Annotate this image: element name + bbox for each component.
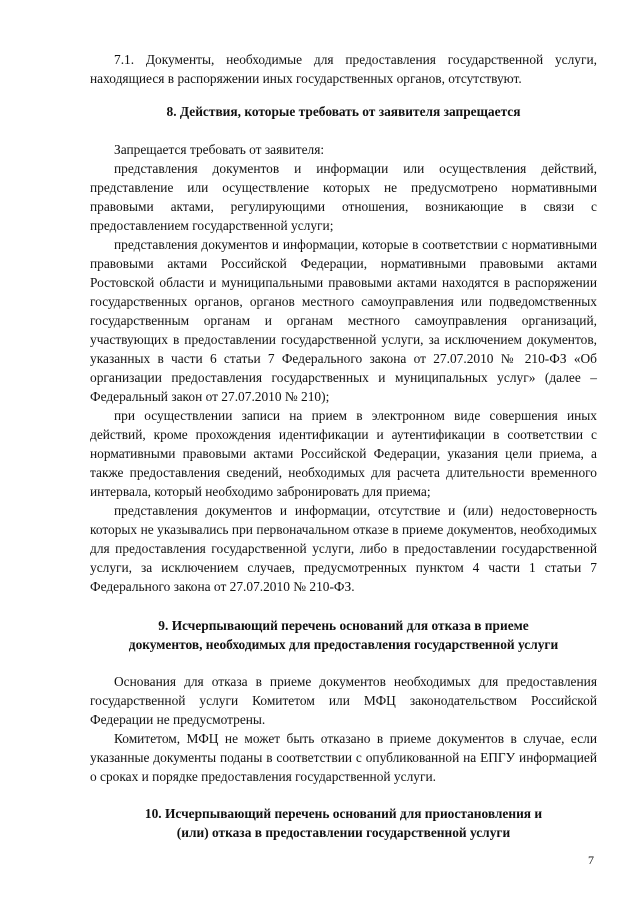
section-9-heading-line-2: документов, необходимых для предоставления государственной услуги (128, 637, 559, 652)
section-10-heading (90, 804, 597, 842)
page-number: 7 (588, 853, 594, 867)
section-10-heading-line-2: (или) отказа в предоставлении государственной услуги (176, 825, 511, 840)
section-8-paragraph-3: при осуществлении записи на прием в электронном виде совершения иных действий, кроме прохождения идентификации и аутентификации в соответствии с нормативными правовыми актами Российской Федерации, указания цели приема, а также предоставления сведений, необходимых для расчета длительности временного интервала, который необходимо забронировать для приема; (90, 408, 597, 499)
section-10-heading-line-1: 10. Исчерпывающий перечень оснований для приостановления и (144, 806, 543, 821)
section-9-heading-line-1: 9. Исчерпывающий перечень оснований для отказа в приеме (158, 618, 529, 633)
section-8-paragraph-1: представления документов и информации или осуществления действий, представление или осуществление которых не предусмотрено нормативными правовыми актами, регулирующими отношения, возникающие в связи с предоставлением государственной услуги; (90, 161, 597, 233)
section-9-heading (90, 616, 597, 654)
section-9-paragraph-1: Основания для отказа в приеме документов необходимых для предоставления государственной услуги Комитетом или МФЦ законодательством Российской Федерации не предусмотрены. (90, 674, 597, 727)
document-page (90, 50, 597, 842)
section-8-paragraph-2: представления документов и информации, которые в соответствии с нормативными правовыми актами Российской Федерации, нормативными правовыми актами Ростовской области и муниципальными правовыми актами находятся в распоряжении государственных органов, органов местного самоуправления или подведомственных государственным органам и органам местного самоуправления организаций, участвующих в предоставлении государственной услуги, за исключением документов, указанных в части 6 статьи 7 Федерального закона от 27.07.2010 № 210-ФЗ «Об организации предоставления государственных и муниципальных услуг» (далее – Федеральный закон от 27.07.2010 № 210); (90, 237, 597, 404)
section-9-paragraph-2: Комитетом, МФЦ не может быть отказано в приеме документов в случае, если указанные документы поданы в соответствии с опубликованной на ЕПГУ информацией о сроках и порядке предоставления государственной услуги. (90, 731, 597, 784)
section-7-1-paragraph: 7.1. Документы, необходимые для предоставления государственной услуги, находящиеся в распоряжении иных государственных органов, отсутствуют. (90, 52, 597, 86)
section-8-heading: 8. Действия, которые требовать от заявителя запрещается (166, 104, 521, 119)
section-8-paragraph-4: представления документов и информации, отсутствие и (или) недостоверность которых не указывались при первоначальном отказе в приеме документов, необходимых для предоставления государственной услуги, либо в предоставлении государственной услуги, за исключением случаев, предусмотренных пунктом 4 части 1 статьи 7 Федерального закона от 27.07.2010 № 210-ФЗ. (90, 503, 597, 594)
section-8-paragraph-intro: Запрещается требовать от заявителя: (114, 142, 325, 157)
